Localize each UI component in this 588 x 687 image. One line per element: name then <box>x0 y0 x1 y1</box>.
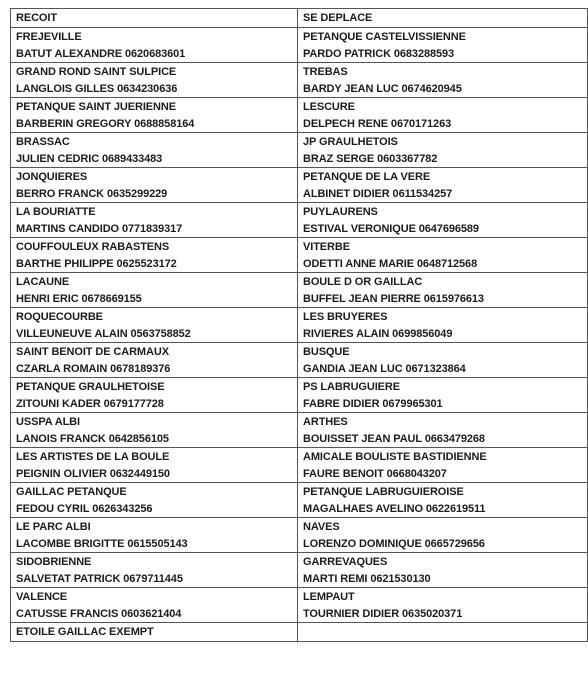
away-contact: FAURE BENOIT 0668043207 <box>303 467 447 480</box>
match-table <box>10 8 588 642</box>
home-contact: BERRO FRANCK 0635299229 <box>16 187 168 200</box>
match-row <box>11 483 588 518</box>
home-team-cell <box>11 413 298 448</box>
match-row <box>11 378 588 413</box>
home-club-name: BRASSAC <box>16 136 70 148</box>
away-club-name: PETANQUE DE LA VERE <box>303 171 431 183</box>
home-club-name: JONQUIERES <box>16 171 88 183</box>
away-club-name: LES BRUYERES <box>303 311 388 323</box>
home-contact: BARTHE PHILIPPE 0625523172 <box>16 257 177 270</box>
away-team-cell <box>298 518 588 553</box>
away-contact: BUFFEL JEAN PIERRE 0615976613 <box>303 292 484 305</box>
away-contact: FABRE DIDIER 0679965301 <box>303 397 443 410</box>
away-team-cell <box>298 133 588 168</box>
home-team-cell <box>11 588 298 623</box>
home-contact: CZARLA ROMAIN 0678189376 <box>16 362 171 375</box>
home-team-cell <box>11 133 298 168</box>
home-contact: BARBERIN GREGORY 0688858164 <box>16 117 195 130</box>
match-row <box>11 238 588 273</box>
away-team-cell <box>298 448 588 483</box>
away-club-name: BOULE D OR GAILLAC <box>303 276 423 288</box>
header-home-label: RECOIT <box>16 12 57 24</box>
match-row <box>11 203 588 238</box>
home-team-cell <box>11 553 298 588</box>
home-contact: HENRI ERIC 0678669155 <box>16 292 142 305</box>
match-row <box>11 308 588 343</box>
away-club-name: AMICALE BOULISTE BASTIDIENNE <box>303 451 487 463</box>
match-row <box>11 273 588 308</box>
home-club-name: PETANQUE GRAULHETOISE <box>16 381 165 393</box>
match-table-body <box>11 9 588 642</box>
away-team-cell <box>298 63 588 98</box>
home-team-cell <box>11 168 298 203</box>
away-team-cell <box>298 588 588 623</box>
empty-cell <box>298 623 588 642</box>
home-team-cell <box>11 273 298 308</box>
away-contact: LORENZO DOMINIQUE 0665729656 <box>303 537 485 550</box>
header-home <box>11 9 298 28</box>
home-contact: LANOIS FRANCK 0642856105 <box>16 432 169 445</box>
home-club-name: PETANQUE SAINT JUERIENNE <box>16 101 176 113</box>
home-contact: ZITOUNI KADER 0679177728 <box>16 397 164 410</box>
away-club-name: VITERBE <box>303 241 350 253</box>
home-contact: FEDOU CYRIL 0626343256 <box>16 502 153 515</box>
away-contact: RIVIERES ALAIN 0699856049 <box>303 327 453 340</box>
home-contact: CATUSSE FRANCIS 0603621404 <box>16 607 182 620</box>
home-team-cell <box>11 518 298 553</box>
away-club-name: JP GRAULHETOIS <box>303 136 398 148</box>
header-away-label: SE DEPLACE <box>303 12 373 24</box>
home-club-name: SAINT BENOIT DE CARMAUX <box>16 346 169 358</box>
match-row <box>11 518 588 553</box>
away-club-name: ARTHES <box>303 416 348 428</box>
home-team-cell <box>11 343 298 378</box>
home-club-name: LA BOURIATTE <box>16 206 96 218</box>
away-contact: DELPECH RENE 0670171263 <box>303 117 452 130</box>
away-contact: BOUISSET JEAN PAUL 0663479268 <box>303 432 485 445</box>
home-contact: VILLEUNEUVE ALAIN 0563758852 <box>16 327 191 340</box>
header-away <box>298 9 588 28</box>
away-team-cell <box>298 168 588 203</box>
away-contact: BARDY JEAN LUC 0674620945 <box>303 82 462 95</box>
away-contact: MAGALHAES AVELINO 0622619511 <box>303 502 486 515</box>
match-row <box>11 63 588 98</box>
match-row <box>11 448 588 483</box>
away-club-name: LESCURE <box>303 101 355 113</box>
away-club-name: BUSQUE <box>303 346 350 358</box>
home-team-cell <box>11 448 298 483</box>
match-row <box>11 413 588 448</box>
home-contact: LACOMBE BRIGITTE 0615505143 <box>16 537 188 550</box>
home-team-cell <box>11 28 298 63</box>
home-club-name: COUFFOULEUX RABASTENS <box>16 241 170 253</box>
exempt-team-cell <box>11 623 298 642</box>
away-club-name: PUYLAURENS <box>303 206 378 218</box>
away-team-cell <box>298 413 588 448</box>
header-row <box>11 9 588 28</box>
away-contact: GANDIA JEAN LUC 0671323864 <box>303 362 466 375</box>
away-contact: PARDO PATRICK 0683288593 <box>303 47 455 60</box>
home-team-cell <box>11 238 298 273</box>
away-team-cell <box>298 28 588 63</box>
home-club-name: SIDOBRIENNE <box>16 556 92 568</box>
away-club-name: PETANQUE CASTELVISSIENNE <box>303 31 466 43</box>
away-club-name: PETANQUE LABRUGUIEROISE <box>303 486 464 498</box>
match-row <box>11 133 588 168</box>
home-contact: MARTINS CANDIDO 0771839317 <box>16 222 183 235</box>
match-row <box>11 343 588 378</box>
away-team-cell <box>298 378 588 413</box>
home-team-cell <box>11 98 298 133</box>
home-team-cell <box>11 308 298 343</box>
home-club-name: LE PARC ALBI <box>16 521 91 533</box>
match-row <box>11 98 588 133</box>
away-contact: ODETTI ANNE MARIE 0648712568 <box>303 257 478 270</box>
footer-row <box>11 623 588 642</box>
away-club-name: LEMPAUT <box>303 591 355 603</box>
away-club-name: TREBAS <box>303 66 348 78</box>
home-contact: SALVETAT PATRICK 0679711445 <box>16 572 183 585</box>
home-contact: BATUT ALEXANDRE 0620683601 <box>16 47 186 60</box>
away-contact: TOURNIER DIDIER 0635020371 <box>303 607 463 620</box>
home-club-name: ROQUECOURBE <box>16 311 103 323</box>
away-team-cell <box>298 343 588 378</box>
home-team-cell <box>11 483 298 518</box>
away-club-name: PS LABRUGUIERE <box>303 381 400 393</box>
home-contact: PEIGNIN OLIVIER 0632449150 <box>16 467 170 480</box>
away-team-cell <box>298 273 588 308</box>
match-row <box>11 588 588 623</box>
away-team-cell <box>298 553 588 588</box>
home-team-cell <box>11 63 298 98</box>
away-contact: MARTI REMI 0621530130 <box>303 572 431 585</box>
away-contact: BRAZ SERGE 0603367782 <box>303 152 438 165</box>
home-team-cell <box>11 378 298 413</box>
home-club-name: USSPA ALBI <box>16 416 80 428</box>
match-row <box>11 553 588 588</box>
away-contact: ALBINET DIDIER 0611534257 <box>303 187 453 200</box>
home-contact: LANGLOIS GILLES 0634230636 <box>16 82 178 95</box>
away-team-cell <box>298 98 588 133</box>
home-club-name: FREJEVILLE <box>16 31 82 43</box>
empty-cell-text <box>303 624 583 641</box>
away-team-cell <box>298 203 588 238</box>
away-team-cell <box>298 238 588 273</box>
home-club-name: LES ARTISTES DE LA BOULE <box>16 451 170 463</box>
match-row <box>11 28 588 63</box>
exempt-team-cell-text: ETOILE GAILLAC EXEMPT <box>16 626 154 638</box>
home-club-name: GAILLAC PETANQUE <box>16 486 127 498</box>
home-club-name: VALENCE <box>16 591 68 603</box>
home-contact: JULIEN CEDRIC 0689433483 <box>16 152 163 165</box>
home-club-name: GRAND ROND SAINT SULPICE <box>16 66 177 78</box>
away-contact: ESTIVAL VERONIQUE 0647696589 <box>303 222 479 235</box>
away-club-name: GARREVAQUES <box>303 556 388 568</box>
away-team-cell <box>298 308 588 343</box>
away-team-cell <box>298 483 588 518</box>
home-club-name: LACAUNE <box>16 276 70 288</box>
away-club-name: NAVES <box>303 521 340 533</box>
match-row <box>11 168 588 203</box>
home-team-cell <box>11 203 298 238</box>
